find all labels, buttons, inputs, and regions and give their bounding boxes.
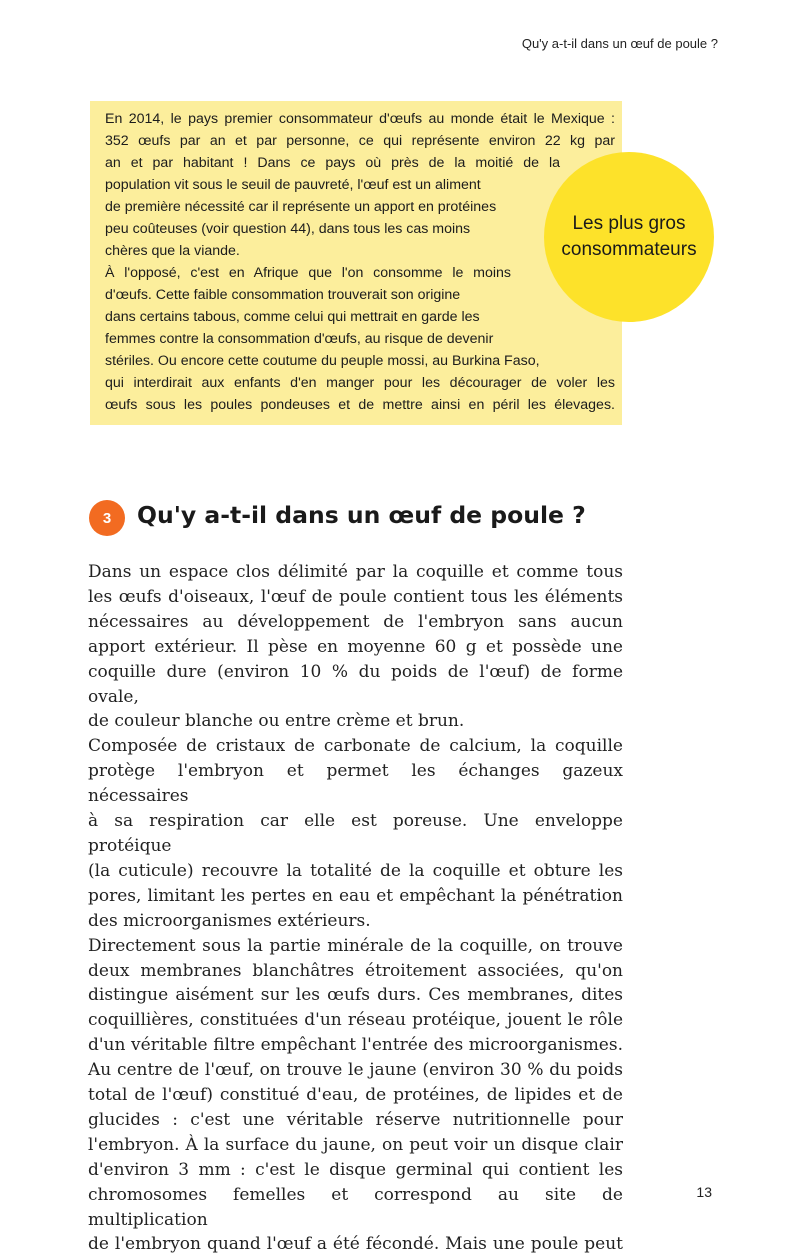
running-title: Qu'y a-t-il dans un œuf de poule ?: [521, 36, 718, 51]
body-line: d'un véritable filtre empêchant l'entrée des microorganismes.: [88, 1035, 623, 1056]
page-number: 13: [696, 1184, 712, 1200]
body-line: coquillières, constituées d'un réseau protéique, jouent le rôle: [88, 1010, 623, 1031]
body-line: nécessaires au développement de l'embryon sans aucun: [88, 611, 623, 632]
body-text: [88, 560, 623, 1257]
body-line: de couleur blanche ou entre crème et brun.: [88, 711, 465, 732]
body-line: coquille dure (environ 10 % du poids de l'œuf) de forme ovale,: [88, 661, 623, 707]
body-line: l'embryon. À la surface du jaune, on peut voir un disque clair: [88, 1134, 623, 1155]
sidebar-line: peu coûteuses (voir question 44), dans tous les cas moins: [105, 221, 471, 237]
body-line: apport extérieur. Il pèse en moyenne 60 g et possède une: [88, 636, 623, 657]
sidebar-line: d'œufs. Cette faible consommation trouverait son origine: [105, 287, 461, 303]
body-line: protège l'embryon et permet les échanges gazeux nécessaires: [88, 761, 623, 807]
body-line: Dans un espace clos délimité par la coquille et comme tous: [88, 562, 623, 582]
body-line: glucides : c'est une véritable réserve nutritionnelle pour: [88, 1109, 623, 1130]
body-line: à sa respiration car elle est poreuse. Une enveloppe protéique: [88, 811, 623, 856]
callout-circle: [544, 152, 714, 322]
sidebar-line: stériles. Ou encore cette coutume du peuple mossi, au Burkina Faso,: [105, 353, 540, 369]
sidebar-line: À l'opposé, c'est en Afrique que l'on consomme le moins: [105, 265, 511, 281]
body-line: total de l'œuf) constitué d'eau, de protéines, de lipides et de: [88, 1085, 623, 1106]
body-line: distingue aisément sur les œufs durs. Ces membranes, dites: [88, 985, 623, 1006]
sidebar-line: population vit sous le seuil de pauvreté, l'œuf est un aliment: [105, 177, 481, 193]
section-title: Qu'y a-t-il dans un œuf de poule ?: [137, 501, 586, 529]
body-line: pores, limitant les pertes en eau et empêchant la pénétration: [88, 885, 623, 906]
body-line: Composée de cristaux de carbonate de calcium, la coquille: [88, 736, 623, 757]
body-line: (la cuticule) recouvre la totalité de la coquille et obture les: [88, 860, 623, 881]
sidebar-line: an et par habitant ! Dans ce pays où près de la moitié de la: [105, 155, 560, 171]
body-line: Directement sous la partie minérale de la coquille, on trouve: [88, 935, 623, 956]
body-line: d'environ 3 mm : c'est le disque germinal qui contient les: [88, 1159, 623, 1180]
body-line: deux membranes blanchâtres étroitement associées, qu'on: [88, 960, 623, 981]
sidebar-line: dans certains tabous, comme celui qui mettrait en garde les: [105, 309, 480, 325]
sidebar-line: qui interdirait aux enfants d'en manger pour les décourager de voler les: [105, 375, 615, 391]
section-number-badge: 3: [89, 500, 125, 536]
sidebar-line: de première nécessité car il représente un apport en protéines: [105, 199, 497, 215]
body-line: de l'embryon quand l'œuf a été fécondé. Mais une poule peut: [88, 1234, 623, 1255]
sidebar-line: œufs sous les poules pondeuses et de mettre ainsi en péril les élevages.: [105, 397, 615, 413]
sidebar-line: femmes contre la consommation d'œufs, au risque de devenir: [105, 331, 494, 347]
body-line: des microorganismes extérieurs.: [88, 910, 371, 931]
body-line: les œufs d'oiseaux, l'œuf de poule contient tous les éléments: [88, 586, 623, 607]
sidebar-line: En 2014, le pays premier consommateur d'œufs au monde était le Mexique :: [105, 111, 615, 127]
sidebar-line: chères que la viande.: [105, 243, 240, 259]
body-line: Au centre de l'œuf, on trouve le jaune (environ 30 % du poids: [88, 1060, 623, 1081]
callout-label: Les plus gros consommateurs: [561, 213, 697, 260]
sidebar-box-text: [105, 108, 615, 416]
sidebar-line: 352 œufs par an et par personne, ce qui représente environ 22 kg par: [105, 133, 615, 149]
body-line: chromosomes femelles et correspond au site de multiplication: [88, 1184, 623, 1230]
